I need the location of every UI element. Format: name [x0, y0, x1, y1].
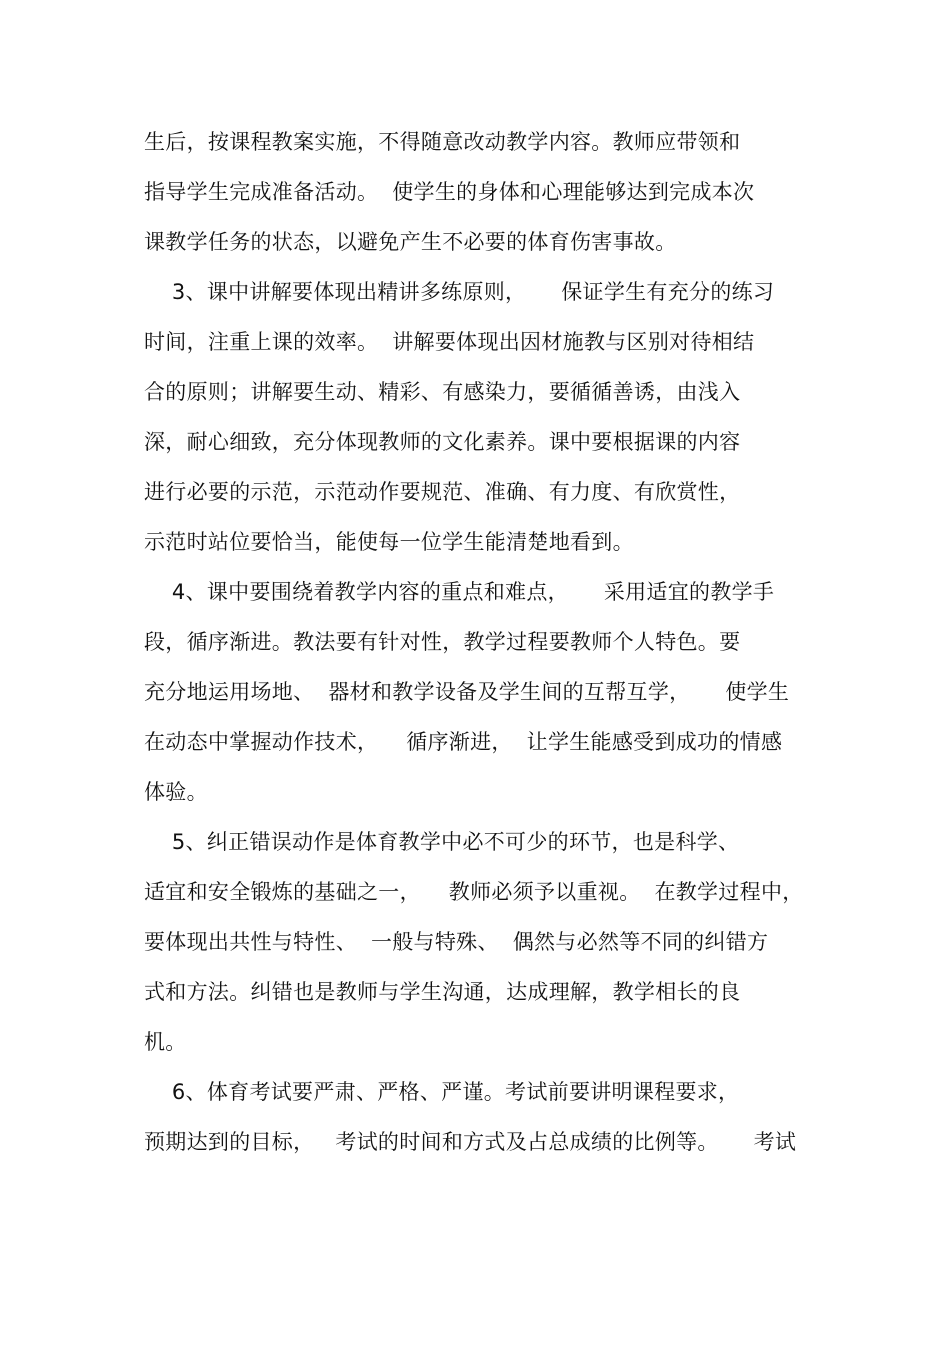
text-line: 课教学任务的状态，以避免产生不必要的体育伤害事故。 — [144, 230, 677, 254]
text-line: 充分地运用场地、 器材和教学设备及学生间的互帮互学， 使学生 — [144, 680, 790, 704]
text-line: 4、课中要围绕着教学内容的重点和难点， 采用适宜的教学手 — [144, 580, 775, 604]
text-line: 段，循序渐进。教法要有针对性，教学过程要教师个人特色。要 — [144, 630, 741, 654]
text-line: 指导学生完成准备活动。 使学生的身体和心理能够达到完成本次 — [144, 180, 755, 204]
text-line: 时间，注重上课的效率。 讲解要体现出因材施教与区别对待相结 — [144, 330, 755, 354]
text-line: 生后，按课程教案实施，不得随意改动教学内容。教师应带领和 — [144, 130, 741, 154]
text-line: 深，耐心细致，充分体现教师的文化素养。课中要根据课的内容 — [144, 430, 741, 454]
text-line: 合的原则；讲解要生动、精彩、有感染力，要循循善诱，由浅入 — [144, 380, 741, 404]
text-line: 体验。 — [144, 780, 208, 804]
text-line: 预期达到的目标， 考试的时间和方式及占总成绩的比例等。 考试 — [144, 1130, 797, 1154]
text-line: 进行必要的示范，示范动作要规范、准确、有力度、有欣赏性， — [144, 480, 741, 504]
text-line: 在动态中掌握动作技术， 循序渐进， 让学生能感受到成功的情感 — [144, 730, 783, 754]
text-line: 5、纠正错误动作是体育教学中必不可少的环节，也是科学、 — [144, 830, 740, 854]
text-line: 机。 — [144, 1030, 187, 1054]
text-line: 要体现出共性与特性、 一般与特殊、 偶然与必然等不同的纠错方 — [144, 930, 769, 954]
text-line: 示范时站位要恰当，能使每一位学生能清楚地看到。 — [144, 530, 634, 554]
text-line: 6、体育考试要严肃、严格、严谨。考试前要讲明课程要求， — [144, 1080, 740, 1104]
text-line: 3、课中讲解要体现出精讲多练原则， 保证学生有充分的练习 — [144, 280, 775, 304]
text-line: 适宜和安全锻炼的基础之一， 教师必须予以重视。 在教学过程中， — [144, 880, 804, 904]
text-line: 式和方法。纠错也是教师与学生沟通，达成理解，教学相长的良 — [144, 980, 741, 1004]
